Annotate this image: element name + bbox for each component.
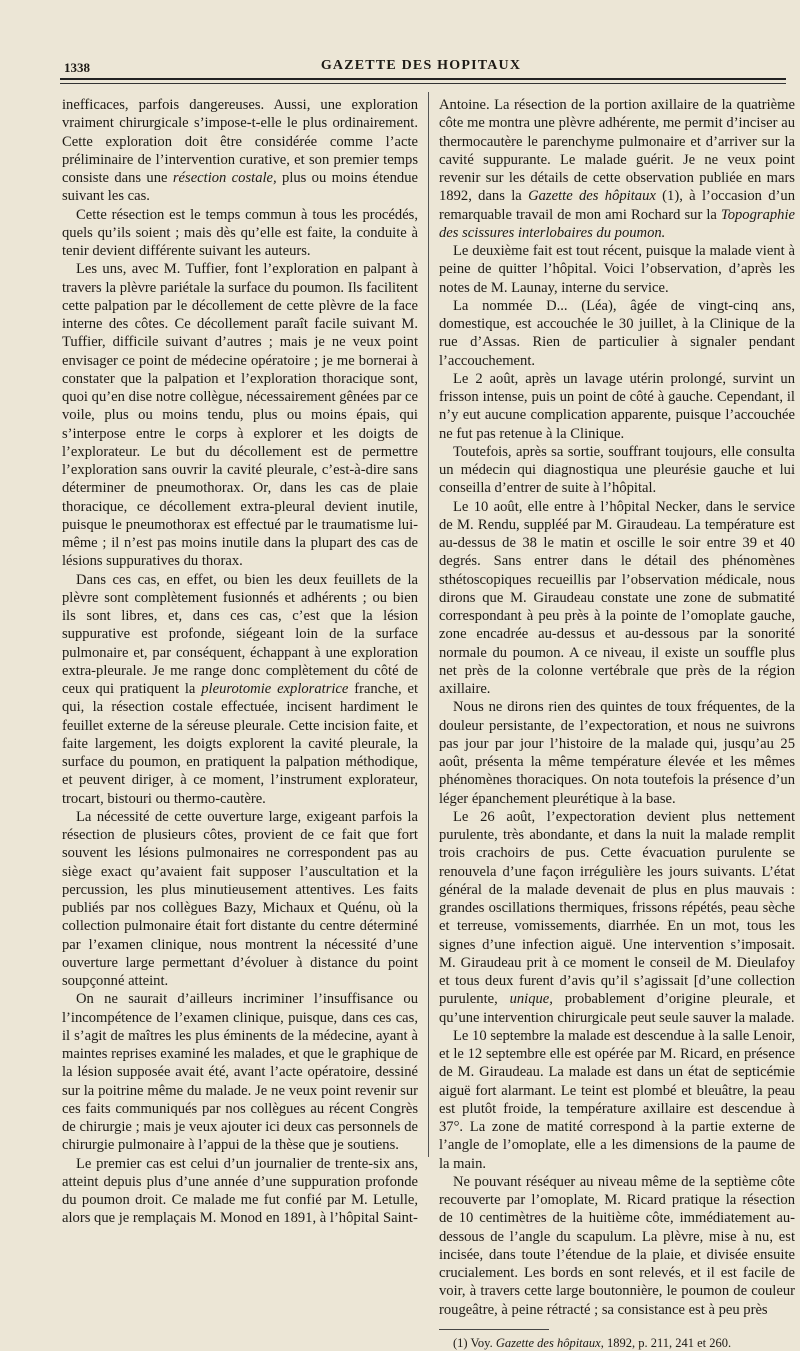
paragraph: Cette résection est le temps commun à tous les procédés, quels qu’ils soient ; mais dès qu’elle est faite, la conduite à tenir devient différente suivant les auteurs.	[62, 206, 418, 259]
paragraph: Le premier cas est celui d’un journalier de trente-six ans, atteint depuis plus d’une année d’une suppuration profonde du poumon droit. Ce malade me fut confié par M. Letulle, alors que je remplaçais M. Monod en 1891, à l’hôpital Saint-	[62, 1155, 418, 1227]
paragraph: La nommée D... (Léa), âgée de vingt-cinq ans, domestique, est accouchée le 30 juillet, à la Clinique de la rue d’Assas. Rien de particulier à signaler pendant l’accouchement.	[439, 297, 795, 369]
paragraph: inefficaces, parfois dangereuses. Aussi, une exploration vraiment chirurgicale s’impose-t-elle le plus ordinairement. Cette exploration doit être considérée comme l’acte préliminaire de l’intervention curative, et son premier temps consiste dans une résection costale, plus ou moins étendue suivant les cas.	[62, 97, 418, 205]
header-rule-thick	[60, 78, 786, 80]
paragraph: Le 10 août, elle entre à l’hôpital Necker, dans le service de M. Rendu, suppléé par M. Giraudeau. La température est au-dessus de 38 le matin et oscille le soir entre 39 et 40 degrés. Sans entrer dans le détail des phénomènes sthétoscopiques recueillis par l’observation médicale, nous dirons que M. Giraudeau constate une zone de submatité correspondant à peu près à la pointe de l’omoplate gauche, zone encadrée au-dessus et au-dessous par la sonorité normale du poumon. A ce niveau, il existe un souffle plus net près de la colonne vertébrale que près de la région axillaire.	[439, 498, 795, 697]
footnote: (1) Voy. Gazette des hôpitaux, 1892, p. 211, 241 et 260.	[453, 1335, 732, 1350]
journal-title: GAZETTE DES HOPITAUX	[320, 58, 522, 73]
paragraph: La nécessité de cette ouverture large, exigeant parfois la résection de plusieurs côtes, provient de ce fait que fort souvent les lésions pulmonaires ne correspondent pas au siège exact qu’avaient fait supposer l’auscultation et la percussion, les plus minutieusement attentives. Les faits publiés par nos collègues Bazy, Michaux et Quénu, où la collection pulmonaire était fort distante du centre déterminé par l’examen clinique, nous montrent la nécessité d’une ouverture large permettant d’évoluer à distance du point soupçonné atteint.	[62, 808, 418, 989]
right-column	[439, 96, 795, 1350]
footnote-rule	[439, 1329, 549, 1330]
paragraph: On ne saurait d’ailleurs incriminer l’insuffisance ou l’incompétence de l’examen clinique, puisque, dans ces cas, il s’agit de maîtres les plus éminents de la médecine, ayant à maintes reprises examiné les malades, et que le graphique de la lésion supposée avait été, avant l’acte opératoire, dessiné sur la poitrine même du malade. Je ne veux point revenir sur ces faits communiqués par nos collègues au récent Congrès de chirurgie ; mais je veux ajouter ici deux cas personnels de chirurgie pulmonaire à l’appui de la thèse que je soutiens.	[62, 991, 418, 1154]
paragraph: Le deuxième fait est tout récent, puisque la malade vient à peine de quitter l’hôpital. Voici l’observation, d’après les notes de M. Launay, interne du service.	[439, 243, 795, 296]
paragraph: Les uns, avec M. Tuffier, font l’exploration en palpant à travers la plèvre pariétale la surface du poumon. Ils facilitent cette palpation par le décollement de cette plèvre de la face interne des côtes. Ce décollement paraît facile suivant M. Tuffier, difficile suivant d’autres ; mais je ne veux point envisager ce point de médecine opératoire ; je me bornerai à constater que la palpation et l’exploration thoracique sont, quoi qu’en dise notre collègue, nécessairement gênées par ce voile, plus ou moins tendu, plus ou moins épais, qui s’interpose entre le corps à explorer et les doigts de l’explorateur. Le but du décollement est de permettre l’exploration sans ouvrir la cavité pleurale, c’est-à-dire sans déterminer de pneumothorax. Or, dans les cas de plaie thoracique, ce décollement extra-pleural devient inutile, puisque le pneumothorax est effectué par le traumatisme lui-même ; il n’est pas moins inutile dans la plupart des cas de lésions suppuratives du thorax.	[62, 261, 418, 570]
paragraph: Toutefois, après sa sortie, souffrant toujours, elle consulta un médecin qui diagnostiqua une pleurésie gauche et lui conseilla d’entrer de suite à l’hôpital.	[439, 443, 795, 497]
paragraph: Dans ces cas, en effet, ou bien les deux feuillets de la plèvre sont complètement fusionnés et adhérents ; ou bien ils sont libres, et, dans ces cas, c’est que la lésion suppurative est profonde, siégeant loin de la surface pulmonaire et, par conséquent, échappant à une exploration extra-pleurale. Je me range donc complètement du côté de ceux qui pratiquent la pleurotomie exploratrice franche, et qui, la résection costale effectuée, incisent hardiment le feuillet externe de la séreuse pleurale. Cette incision faite, et faite largement, les doigts explorent la cavité pleurale, la surface du poumon, en pratiquent la palpation méthodique, et peuvent diriger, à ce moment, l’instrument explorateur, trocart, bistouri ou thermo-cautère.	[62, 571, 418, 807]
paragraph: Antoine. La résection de la portion axillaire de la quatrième côte me montra une plèvre adhérente, me permit d’inciser au thermocautère le parenchyme pulmonaire et d’arriver sur la cavité suppurante. Le malade guérit. Je ne veux point revenir sur les détails de cette observation publiée en mars 1892, dans la Gazette des hôpitaux (1), à l’occasion d’un remarquable travail de mon ami Rochard sur la Topographie des scissures interlobaires du poumon.	[439, 97, 795, 241]
header-rule-thin	[60, 83, 786, 84]
left-column	[62, 96, 418, 1227]
paragraph: Le 10 septembre la malade est descendue à la salle Lenoir, et le 12 septembre elle est opérée par M. Ricard, en présence de M. Giraudeau. La malade est dans un état de septicémie aiguë fort alarmant. Le teint est plombé et bleuâtre, la peau est plutôt froide, la température axillaire est descendue à 37°. La zone de matité correspond à la partie externe de l’angle de l’omoplate, elle a les dimensions de la paume de la main.	[439, 1027, 795, 1172]
paragraph: Le 2 août, après un lavage utérin prolongé, survint un frisson intense, puis un point de côté à gauche. Cependant, il n’y eut aucune complication apparente, puisque l’accouchée ne fut pas retenue à la Clinique.	[439, 370, 795, 442]
column-divider	[428, 92, 429, 1157]
paragraph: Le 26 août, l’expectoration devient plus nettement purulente, très abondante, et dans la nuit la malade remplit trois crachoirs de pus. Cette évacuation purulente se renouvela d’une façon irrégulière les jours suivants. L’état général de la malade devenait de plus en plus mauvais : grandes oscillations thermiques, frissons répétés, peau sèche et terreuse, vomissements, diarrhée. En un mot, tous les signes d’une infection aiguë. Une intervention s’imposait. M. Giraudeau prit à ce moment le conseil de M. Dieulafoy et tous deux furent d’avis qu’il s’agissait [d’une collection purulente, unique, probablement d’origine pleurale, et qu’une intervention chirurgicale peut seule sauver la malade.	[439, 808, 795, 1026]
paragraph: Nous ne dirons rien des quintes de toux fréquentes, de la douleur persistante, de l’expectoration, et nous ne suivrons pas jour par jour l’histoire de la malade qui, jusqu’au 25 août, présenta la même température élevée et les mêmes phénomènes thoraciques. On nota toutefois la présence d’un léger épanchement pleurétique à la base.	[439, 699, 795, 807]
page-number: 1338	[64, 60, 90, 75]
paragraph: Ne pouvant réséquer au niveau même de la septième côte recouverte par l’omoplate, M. Ricard pratique la résection de 10 centimètres de la huitième côte, immédiatement au-dessous de l’angle du scapulum. La plèvre, mise à nu, est incisée, dans toute l’étendue de la plaie, et divisée ensuite crucialement. Les bords en sont relevés, et il est facile de voir, à travers cette large boutonnière, le poumon de couleur rougeâtre, à peine rétracté ; sa consistance est à peu près	[439, 1173, 795, 1318]
page-header	[56, 52, 786, 78]
